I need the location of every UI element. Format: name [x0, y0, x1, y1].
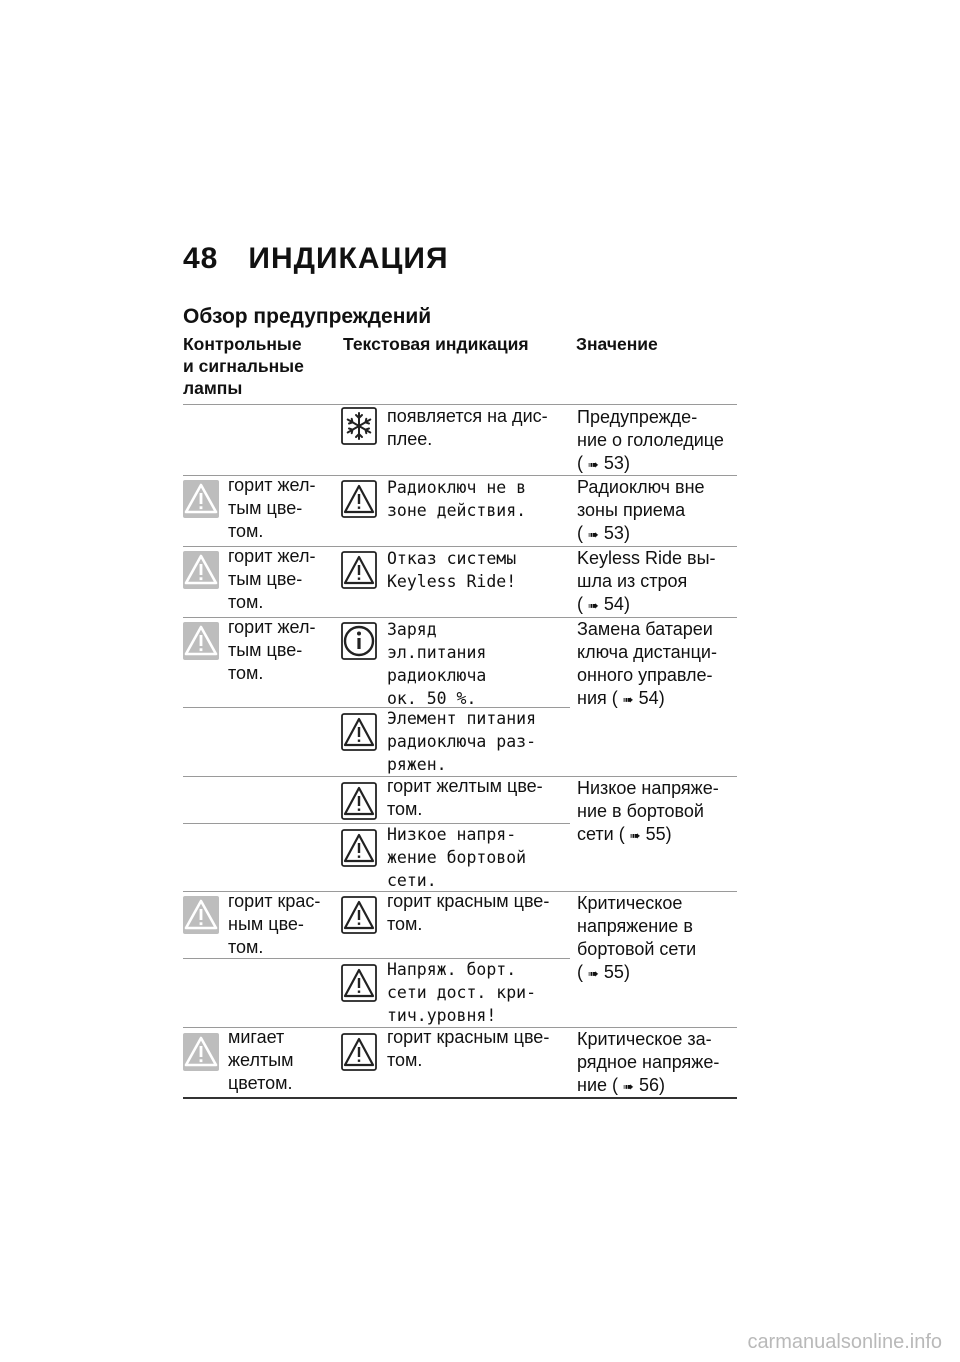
display-description: горит желтым цве- том. — [387, 776, 543, 819]
warning-display-icon — [341, 713, 377, 751]
warning-display-icon — [341, 782, 377, 820]
snowflake-icon — [341, 407, 377, 445]
lamp-description: горит жел- тым цве- том. — [228, 475, 316, 541]
arrow-right-icon: ➠ — [623, 1079, 634, 1094]
warning-display-icon — [341, 829, 377, 867]
warning-lamp-icon — [183, 896, 219, 934]
column-header-meaning: Значение — [576, 334, 658, 354]
warning-display-icon — [341, 551, 377, 589]
watermark: carmanualsonline.info — [747, 1331, 942, 1353]
display-description: горит красным цве- том. — [387, 891, 550, 934]
arrow-right-icon: ➠ — [588, 966, 599, 981]
display-text: Отказ системы Keyless Ride! — [387, 549, 517, 591]
meaning-cell: Предупрежде- ние о гололедице ( ➠ 53) — [577, 407, 724, 473]
lamp-description: горит жел- тым цве- том. — [228, 617, 316, 683]
warning-display-icon — [341, 1033, 377, 1071]
arrow-right-icon: ➠ — [629, 828, 641, 843]
display-description: появляется на дис- плее. — [387, 406, 548, 449]
lamp-description: горит крас- ным цве- том. — [228, 891, 321, 957]
section-title: Обзор предупреждений — [183, 305, 432, 328]
meaning-cell: Keyless Ride вы- шла из строя ( ➠ 54) — [577, 548, 716, 614]
meaning-cell: Критическое напряжение в бортовой сети ( ➠ 55) — [577, 893, 697, 982]
meaning-cell: Критическое за- рядное напряже- ние ( ➠ 56) — [577, 1029, 720, 1095]
column-header-display: Текстовая индикация — [343, 334, 529, 354]
warning-display-icon — [341, 896, 377, 934]
lamp-description: горит жел- тым цве- том. — [228, 546, 316, 612]
arrow-right-icon: ➠ — [588, 598, 599, 613]
meaning-cell: Низкое напряже- ние в бортовой сети ( ➠ 55) — [577, 778, 719, 844]
info-display-icon — [341, 622, 377, 660]
chapter-title: ИНДИКАЦИЯ — [248, 242, 449, 275]
meaning-cell: Замена батареи ключа дистанци- онного управле- ния ( ➠ 54) — [577, 619, 717, 708]
warning-lamp-icon — [183, 1033, 219, 1071]
page-number: 48 — [183, 242, 219, 275]
display-text: Элемент питания радиоключа раз- ряжен. — [387, 709, 537, 774]
column-header-lamps: Контрольные и сигнальные лампы — [183, 334, 304, 398]
display-text: Радиоключ не в зоне действия. — [387, 478, 527, 520]
display-text: Напряж. борт. сети дост. кри- тич.уровня! — [387, 960, 537, 1025]
page-header — [183, 242, 449, 276]
warning-display-icon — [341, 964, 377, 1002]
display-text: Низкое напря- жение бортовой сети. — [387, 825, 527, 890]
meaning-cell: Радиоключ вне зоны приема ( ➠ 53) — [577, 477, 705, 543]
display-text: Заряд эл.питания радиоключа ок. 50 %. — [387, 620, 487, 708]
arrow-right-icon: ➠ — [588, 457, 599, 472]
arrow-right-icon: ➠ — [588, 527, 599, 542]
warning-lamp-icon — [183, 480, 219, 518]
arrow-right-icon: ➠ — [622, 692, 634, 707]
warning-display-icon — [341, 480, 377, 518]
lamp-description: мигает желтым цветом. — [228, 1027, 294, 1093]
warning-lamp-icon — [183, 551, 219, 589]
warning-lamp-icon — [183, 622, 219, 660]
display-description: горит красным цве- том. — [387, 1027, 550, 1070]
